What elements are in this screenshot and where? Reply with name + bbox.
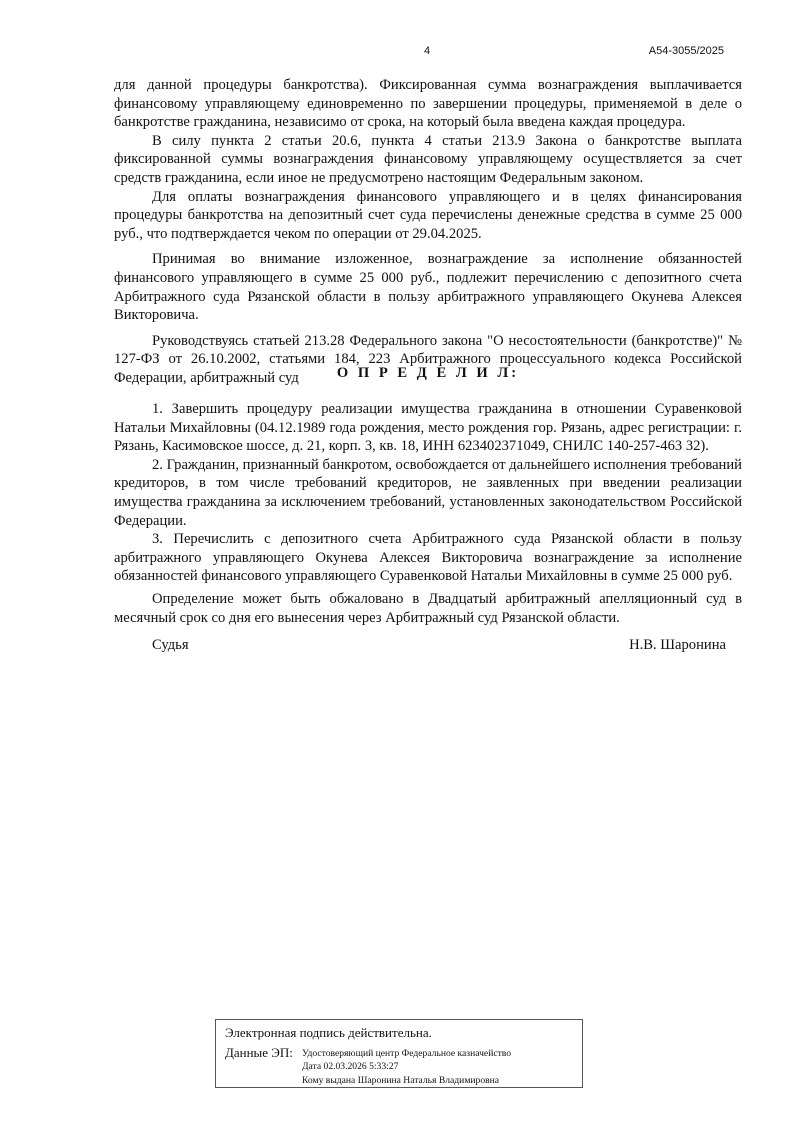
- ruling-heading: О П Р Е Д Е Л И Л:: [336, 365, 520, 381]
- paragraph: В силу пункта 2 статьи 20.6, пункта 4 статьи 213.9 Закона о банкротстве выплата фиксированной суммы вознаграждения финансовому управляющему осуществляется за счет средств гражданина, если иное не предусмотрено настоящим Федеральным законом.: [114, 132, 742, 186]
- esign-details: [302, 1047, 511, 1087]
- esign-status: Электронная подпись действительна.: [225, 1025, 432, 1040]
- ruling-item: 3. Перечислить с депозитного счета Арбитражного суда Рязанской области в пользу арбитражного управляющего Окунева Алексея Викторовича вознаграждение за исполнение обязанностей финансового управляющего Суравенковой Натальи Михайловны в сумме 25 000 руб.: [114, 531, 742, 585]
- ruling-item: 1. Завершить процедуру реализации имущества гражданина в отношении Суравенковой Натальи Михайловны (04.12.1989 года рождения, место рождения гор. Рязань, адрес регистрации: г. Рязань, Касимовское шоссе, д. 21, корп. 3, кв. 18, ИНН 623402371049, СНИЛС 140-257-463 32).: [114, 401, 742, 455]
- page-number: 4: [424, 45, 431, 57]
- ruling-item: 2. Гражданин, признанный банкротом, освобождается от дальнейшего исполнения требований кредиторов, в том числе требований кредиторов, не заявленных при введении реализации имущества гражданина за исключением требований, установленных законодательством Российской Федерации.: [114, 456, 742, 529]
- paragraph: для данной процедуры банкротства). Фиксированная сумма вознаграждения выплачивается финансовому управляющему единовременно по завершении процедуры, применяемой в деле о банкротстве гражданина, независимо от срока, на который была введена каждая процедура.: [114, 77, 742, 131]
- esign-data-label: Данные ЭП:: [225, 1045, 293, 1060]
- reasoning-section: [114, 76, 742, 388]
- paragraph: Руководствуясь статьей 213.28 Федерального закона "О несостоятельности (банкротстве)" № 127-ФЗ от 26.10.2002, статьями 184, 223 Арбитражного процессуального кодекса Российской Федерации, арбитражный суд: [114, 332, 742, 386]
- judge-name: Н.В. Шаронина: [629, 637, 726, 653]
- case-number: А54-3055/2025: [648, 45, 724, 57]
- ruling-items: [114, 400, 742, 586]
- esign-issued-to: Кому выдана Шаронина Наталья Владимировна: [302, 1074, 500, 1086]
- esign-issuer: Удостоверяющий центр Федеральное казначейство: [302, 1048, 512, 1059]
- appeal-notice: Определение может быть обжаловано в Двадцатый арбитражный апелляционный суд в месячный срок со дня его вынесения через Арбитражный суд Рязанской области.: [114, 591, 742, 626]
- appeal-section: [114, 590, 742, 627]
- judge-label: Судья: [152, 637, 189, 653]
- esign-date: Дата 02.03.2026 5:33:27: [302, 1061, 399, 1073]
- paragraph: Принимая во внимание изложенное, вознаграждение за исполнение обязанностей финансового управляющего в сумме 25 000 руб., подлежит перечислению с депозитного счета Арбитражного суда Рязанской области в пользу арбитражного управляющего Окунева Алексея Викторовича.: [114, 251, 742, 324]
- paragraph: Для оплаты вознаграждения финансового управляющего и в целях финансирования процедуры банкротства на депозитный счет суда перечислены денежные средства в сумме 25 000 руб., что подтверждается чеком по операции от 29.04.2025.: [114, 188, 742, 242]
- electronic-signature-stamp: [215, 1019, 583, 1088]
